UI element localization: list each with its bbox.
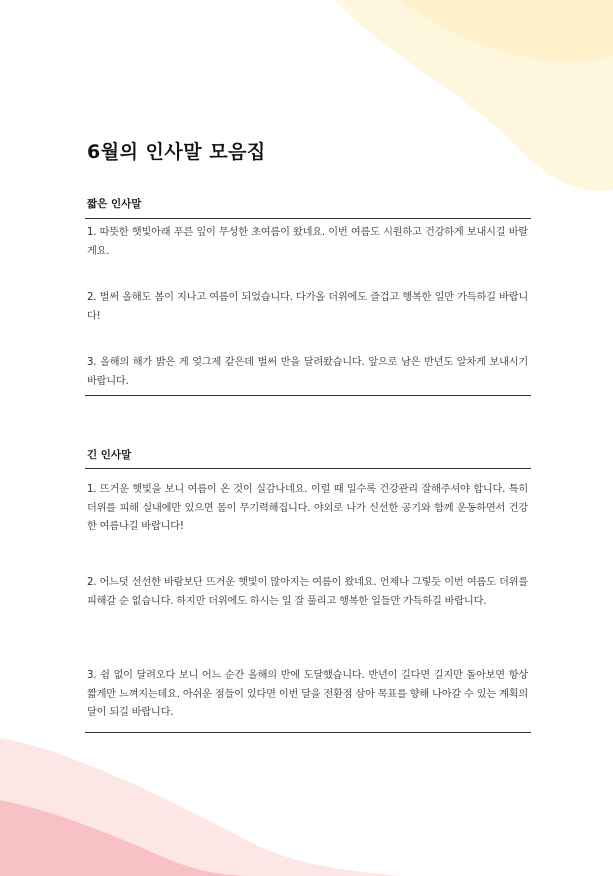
- long-greeting-item: 2. 어느덧 선선한 바람보단 뜨거운 햇빛이 많아지는 여름이 왔네요. 언제나 그렇듯 이번 여름도 더위를 피해갈 순 없습니다. 하지만 더위에도 하시는 일 잘 풀리고 행복한 일들만 가득하길 바랍니다.: [87, 577, 528, 607]
- page-title: 6월의 인사말 모음집: [87, 141, 266, 163]
- section-top-divider: [85, 468, 531, 469]
- short-greeting-item: 1. 따뜻한 햇빛아래 푸른 잎이 무성한 초여름이 왔네요. 이번 여름도 시원하고 건강하게 보내시길 바랄게요.: [87, 227, 528, 257]
- section-bottom-divider: [85, 732, 531, 733]
- section-label-long-greetings: 긴 인사말: [87, 449, 132, 461]
- section-top-divider: [85, 218, 531, 219]
- short-greeting-item: 2. 벌써 올해도 봄이 지나고 여름이 되었습니다. 다가올 더위에도 즐겁고 행복한 일만 가득하길 바랍니다!: [87, 292, 528, 322]
- long-greeting-item: 3. 쉼 없이 달려오다 보니 어느 순간 올해의 반에 도달했습니다. 반년이 길다면 길지만 돌아보면 항상 짧게만 느껴지는데요. 아쉬운 점들이 있다면 이번 달을 전환점 삼아 목표를 향해 나아갈 수 있는 계획의 달이 되길 바랍니다.: [87, 670, 528, 718]
- long-greeting-item: 1. 뜨거운 햇빛을 보니 여름이 온 것이 실감나네요. 이럴 때 일수록 건강관리 잘해주셔야 합니다. 특히 더위를 피해 실내에만 있으면 몸이 무기력해집니다. 야외로 나가 신선한 공기와 함께 운동하면서 건강한 여름나길 바랍니다!: [87, 484, 528, 532]
- short-greeting-item: 3. 올해의 해가 밝은 게 엊그제 같은데 벌써 반을 달려왔습니다. 앞으로 남은 반년도 알차게 보내시기 바랍니다.: [87, 357, 528, 387]
- section-bottom-divider: [85, 395, 531, 396]
- section-label-short-greetings: 짧은 인사말: [87, 198, 142, 210]
